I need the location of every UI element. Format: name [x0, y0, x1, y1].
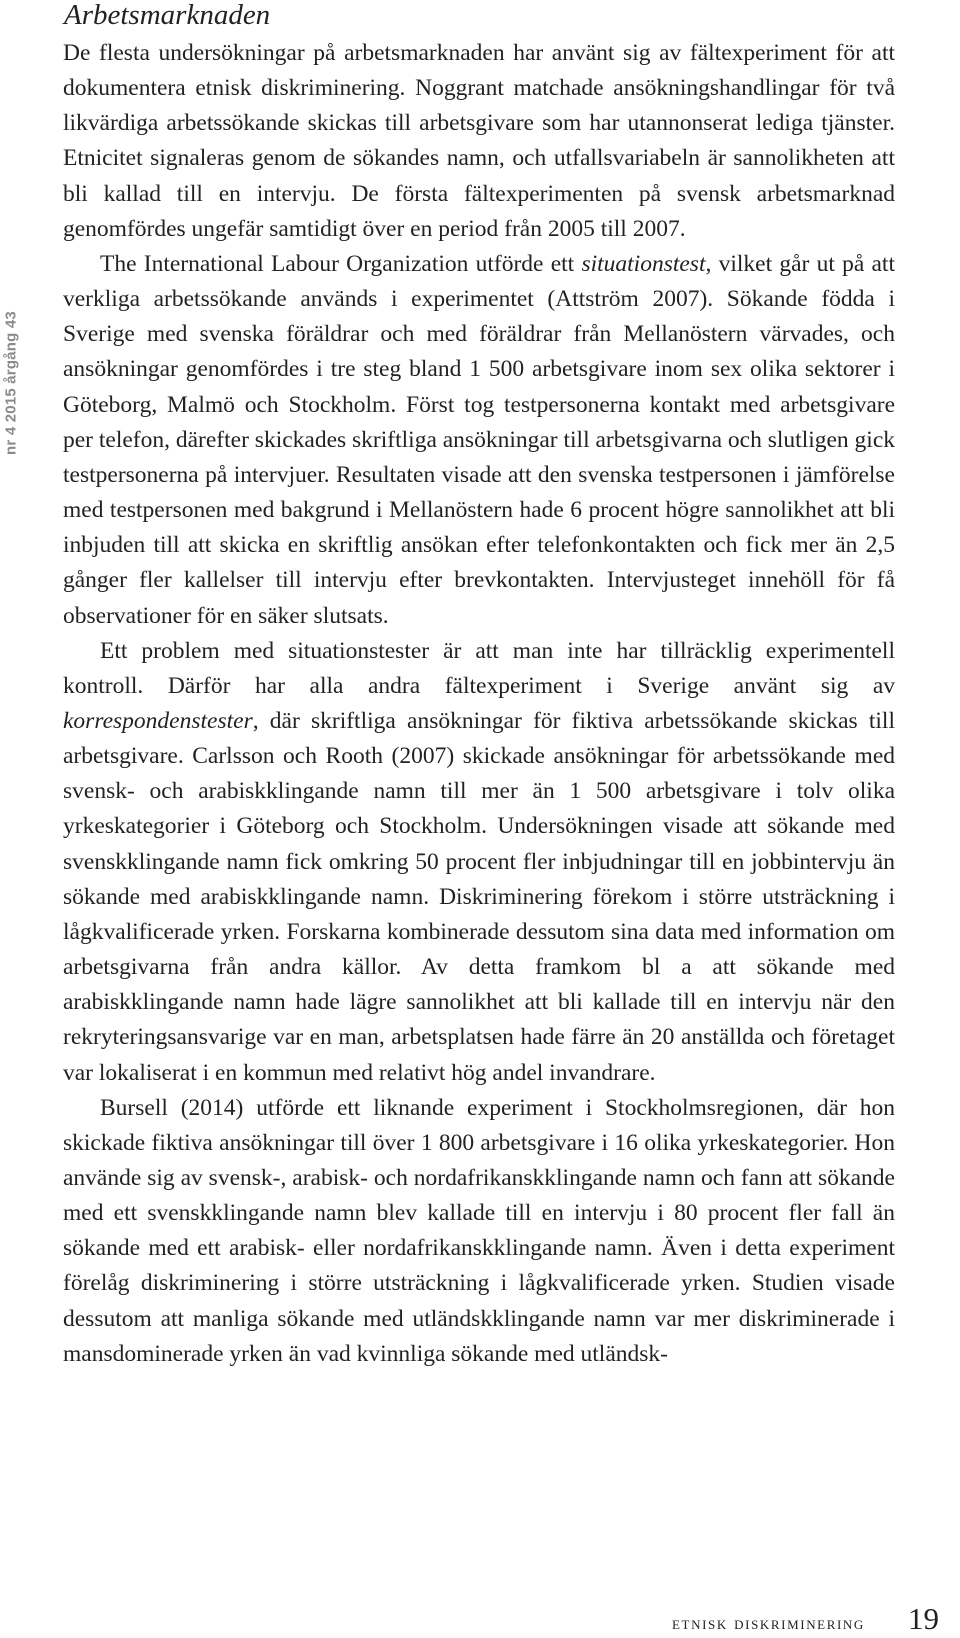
page-footer: [0, 1600, 960, 1636]
paragraph: [63, 247, 895, 634]
paragraph-text: Ett problem med situationstester är att man inte har tillräcklig experimentell kontroll. Därför har alla andra fältexperiment i Sverige använt sig av: [63, 637, 895, 699]
paragraph-text: , vilket går ut på att verkliga arbetssökande används i experimentet (Attström 2007). Sökande födda i Sverige med svenska föräldrar och med föräldrar från Mellanöstern värvades, och ansökningar genomfördes i tre steg bland 1 500 arbetsgivare inom sex olika sektorer i Göteborg, Malmö och Stockholm. Först tog testpersonerna kontakt med arbetsgivare per telefon, därefter skickades skriftliga ansökningar till arbetsgivarna och slutligen gick testpersonerna på intervjuer. Resultaten visade att den svenska testpersonen i jämförelse med testpersonen med bakgrund i Mellanöstern hade 6 procent högre sannolikhet att bli inbjuden till att skicka en skriftlig ansökan efter telefonkontakten och fick mer än 2,5 gånger fler kallelser till intervju efter brevkontakten. Intervjusteget innehöll för få observationer för en säker slutsats.: [63, 250, 896, 629]
paragraph-text: De flesta undersökningar på arbetsmarknaden har använt sig av fältexperiment för att dokumentera etnisk diskriminering. Noggrant matchade ansökningshandlingar för två likvärdiga arbetssökande skickas till arbetsgivare som har utannonserat lediga tjänster. Etnicitet signaleras genom de sökandes namn, och utfallsvariabeln är sannolikheten att bli kallad till en intervju. De första fältexperimenten på svensk arbetsmarknad genomfördes ungefär samtidigt över en period från 2005 till 2007.: [63, 40, 895, 242]
paragraph-text: The International Labour Organization utförde ett: [100, 250, 582, 277]
issue-label-margin: [0, 290, 22, 475]
italic-term: situationstest: [581, 250, 706, 277]
article-body: [63, 36, 895, 1372]
paragraph: [63, 1091, 895, 1372]
issue-label: nr 4 2015 årgång 43: [2, 310, 20, 455]
italic-term: korrespondenstester: [63, 707, 253, 734]
paragraph-text: , där skriftliga ansökningar för fiktiva arbetssökande skickas till arbetsgivare. Carlsson och Rooth (2007) skickade ansökningar för arbetssökande med svensk- och arabiskklingande namn till mer än 1 500 arbetsgivare i tolv olika yrkeskategorier i Göteborg och Stockholm. Undersökningen visade att sökande med svenskklingande namn fick omkring 50 procent fler inbjudningar till en jobbintervju än sökande med arabiskklingande namn. Diskriminering förekom i större utsträckning i lågkvalificerade yrken. Forskarna kombinerade dessutom sina data med information om arbetsgivarna från andra källor. Av detta framkom bl a att sökande med arabiskklingande namn hade lägre sannolikhet att bli kallade till en intervju när den rekryteringsansvarige var en man, arbetsplatsen hade färre än 20 anställda och företaget var lokaliserat i en kommun med relativt hög andel invandrare.: [63, 707, 895, 1086]
paragraph-text: Bursell (2014) utförde ett liknande experiment i Stockholmsregionen, där hon skickade fiktiva ansökningar till över 1 800 arbetsgivare i 16 olika yrkeskategorier. Hon använde sig av svensk-, arabisk- och nordafrikanskklingande namn och fann att sökande med ett svenskklingande namn blev kallade till en intervju i 80 procent fler fall än sökande med ett arabisk- eller nordafrikanskklingande namn. Även i detta experiment förelåg diskriminering i större utsträckning i lågkvalificerade yrken. Studien visade dessutom att manliga sökande med utländskklingande namn var mer diskriminerade i mansdominerade yrken än vad kvinnliga sökande med utländsk-: [63, 1094, 895, 1367]
paragraph: [63, 634, 895, 1091]
section-heading: Arbetsmarknaden: [64, 0, 271, 31]
page-number: 19: [908, 1601, 939, 1636]
paragraph: [63, 36, 895, 247]
running-title: etnisk diskriminering: [672, 1613, 865, 1634]
